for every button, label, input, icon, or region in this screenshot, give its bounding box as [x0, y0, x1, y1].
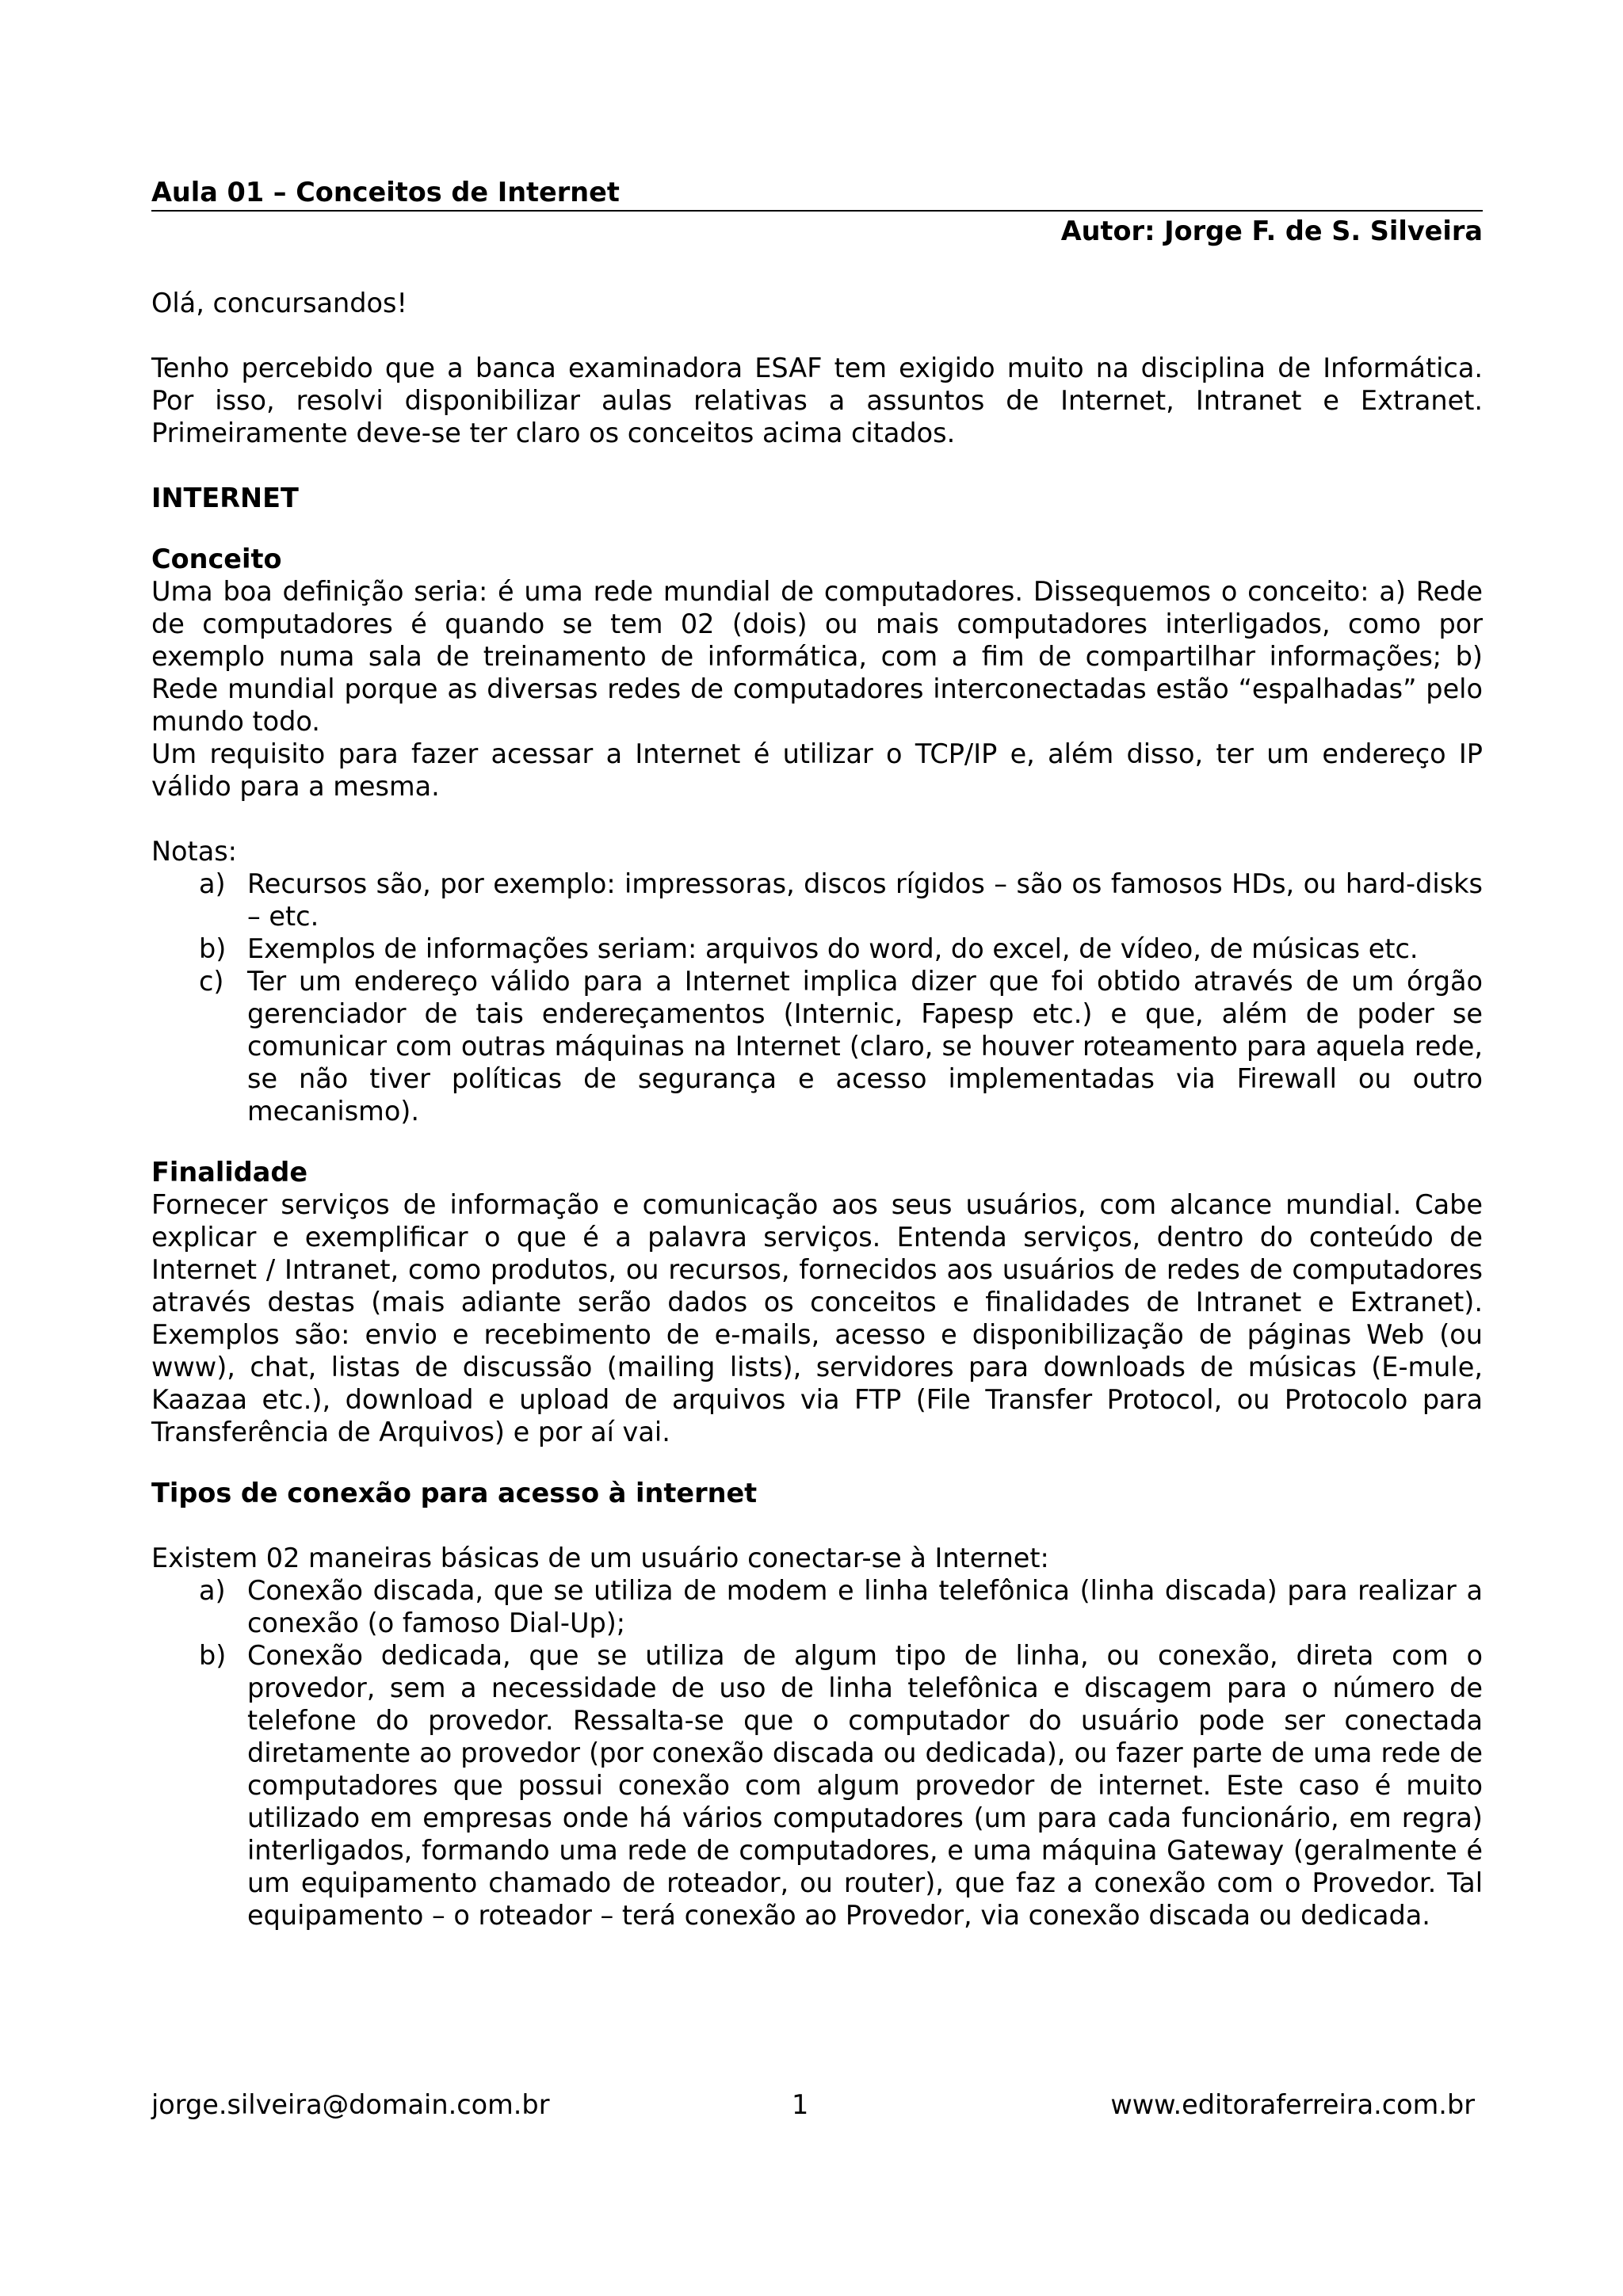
list-marker: b) — [199, 1640, 227, 1671]
tipos-list — [151, 1574, 1483, 1932]
greeting: Olá, concursandos! — [151, 288, 407, 318]
list-item — [151, 933, 1483, 965]
page-number: 1 — [792, 2089, 809, 2120]
notas-list — [151, 868, 1483, 1127]
finalidade-paragraph: Fornecer serviços de informação e comunicação aos seus usuários, com alcance mundial. Cabe explicar e exemplificar o que é a palavra serviços. Entenda serviços, dentro do conteúdo de Internet / Intranet, como produtos, ou recursos, fornecidos aos usuários de redes de computadores através destas (mais adiante serão dados os conceitos e finalidades de Intranet e Extranet). Exemplos são: envio e recebimento de e-mails, acesso e disponibilização de páginas Web (ou www), chat, listas de discussão (mailing lists), servidores para downloads de músicas (E-mule, Kaazaa etc.), download e upload de arquivos via FTP (File Transfer Protocol, ou Protocolo para Transferência de Arquivos) e por aí vai. — [151, 1189, 1483, 1447]
list-item-text: Ter um endereço válido para a Internet implica dizer que foi obtido através de um órgão gerenciador de tais endereçamentos (Internic, Fapesp etc.) e que, além de poder se comunicar com outras máquinas na Internet (claro, se houver roteamento para aquela rede, se não tiver políticas de segurança e acesso implementadas via Firewall ou outro mecanismo). — [247, 966, 1483, 1127]
list-item — [151, 1574, 1483, 1639]
tipos-heading: Tipos de conexão para acesso à internet — [151, 1478, 758, 1508]
footer-website: www.editoraferreira.com.br — [1110, 2089, 1475, 2120]
tipos-intro: Existem 02 maneiras básicas de um usuário conectar-se à Internet: — [151, 1543, 1049, 1573]
intro-paragraph: Tenho percebido que a banca examinadora ESAF tem exigido muito na disciplina de Informática. Por isso, resolvi disponibilizar aulas relativas a assuntos de Internet, Intranet e Extranet. Primeiramente deve-se ter claro os conceitos acima citados. — [151, 353, 1483, 448]
list-marker: a) — [199, 1575, 226, 1606]
list-item-text: Conexão discada, que se utiliza de modem e linha telefônica (linha discada) para realizar a conexão (o famoso Dial-Up); — [247, 1575, 1483, 1638]
document-author: Autor: Jorge F. de S. Silveira — [1060, 215, 1483, 246]
page-footer — [151, 2088, 1475, 2121]
requisito-paragraph: Um requisito para fazer acessar a Internet é utilizar o TCP/IP e, além disso, ter um endereço IP válido para a mesma. — [151, 738, 1483, 802]
list-item-text: Recursos são, por exemplo: impressoras, discos rígidos – são os famosos HDs, ou hard-disks – etc. — [247, 868, 1483, 932]
conceito-paragraph: Uma boa definição seria: é uma rede mundial de computadores. Dissequemos o conceito: a) Rede de computadores é quando se tem 02 (dois) ou mais computadores interligados, como por exemplo numa sala de treinamento de informática, com a fim de compartilhar informações; b) Rede mundial porque as diversas redes de computadores interconectadas estão “espalhadas” pelo mundo todo. — [151, 576, 1483, 737]
internet-heading: INTERNET — [151, 482, 299, 513]
notas-label: Notas: — [151, 836, 237, 867]
footer-email: jorge.silveira@domain.com.br — [151, 2089, 550, 2120]
list-marker: a) — [199, 868, 226, 899]
document-title: Aula 01 – Conceitos de Internet — [151, 176, 1483, 212]
list-item — [151, 868, 1483, 933]
conceito-heading: Conceito — [151, 543, 282, 574]
document-page — [151, 176, 1483, 1932]
list-item — [151, 965, 1483, 1127]
list-marker: c) — [199, 966, 224, 997]
list-marker: b) — [199, 933, 227, 964]
list-item — [151, 1639, 1483, 1932]
finalidade-heading: Finalidade — [151, 1157, 308, 1188]
list-item-text: Conexão dedicada, que se utiliza de algum tipo de linha, ou conexão, direta com o provedor, sem a necessidade de uso de linha telefônica e discagem para o número de telefone do provedor. Ressalta-se que o computador do usuário pode ser conectada diretamente ao provedor (por conexão discada ou dedicada), ou fazer parte de uma rede de computadores que possui conexão com algum provedor de internet. Este caso é muito utilizado em empresas onde há vários computadores (um para cada funcionário, em regra) interligados, formando uma rede de computadores, e uma máquina Gateway (geralmente é um equipamento chamado de roteador, ou router), que faz a conexão com o Provedor. Tal equipamento – o roteador – terá conexão ao Provedor, via conexão discada ou dedicada. — [247, 1640, 1483, 1931]
list-item-text: Exemplos de informações seriam: arquivos do word, do excel, de vídeo, de músicas etc. — [247, 933, 1419, 964]
